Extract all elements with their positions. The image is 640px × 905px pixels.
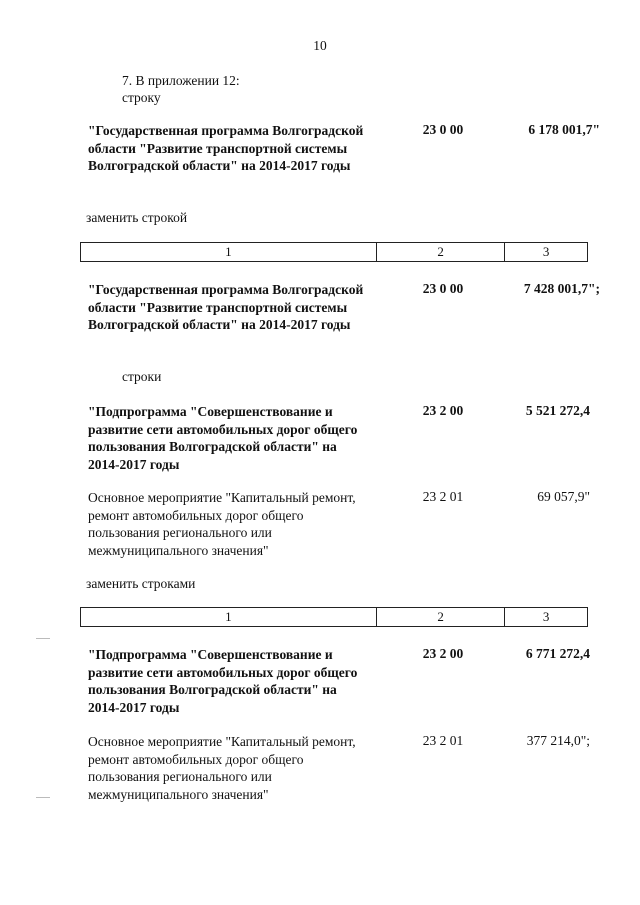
table-header <box>80 242 588 262</box>
new-subprogram-amount: 6 771 272,4 <box>525 646 590 661</box>
header-cell-2: 2 <box>377 608 506 626</box>
new-program-amount: 7 428 001,7"; <box>523 281 600 296</box>
old-event-amount: 69 057,9" <box>537 489 590 504</box>
old-subprogram-code: 23 2 00 <box>422 403 464 418</box>
replace-row-label: заменить строкой <box>86 210 188 225</box>
old-event-code: 23 2 01 <box>422 489 464 504</box>
new-subprogram-code: 23 2 00 <box>422 646 464 661</box>
replace-rows-label: заменить строками <box>86 576 196 591</box>
new-event-amount: 377 214,0"; <box>526 733 590 748</box>
old-program-name: "Государственная программа Волгоградской области "Развитие транспортной системы Волгоградской области" на 2014-2017 годы <box>88 123 364 174</box>
intro-line-2: строку <box>122 90 161 105</box>
old-event-name: Основное мероприятие "Капитальный ремонт, ремонт автомобильных дорог общего пользования регионального или межмуниципального значения" <box>88 490 356 558</box>
header-cell-3: 3 <box>542 244 550 259</box>
header-cell-3: 3 <box>542 609 550 624</box>
new-program-code: 23 0 00 <box>422 281 464 296</box>
new-event-name: Основное мероприятие "Капитальный ремонт, ремонт автомобильных дорог общего пользования регионального или межмуниципального значения" <box>88 734 356 802</box>
rows-label: строки <box>122 369 162 384</box>
page-number: 10 <box>313 38 327 53</box>
margin-mark <box>36 638 50 639</box>
new-program-name: "Государственная программа Волгоградской области "Развитие транспортной системы Волгоградской области" на 2014-2017 годы <box>88 282 364 333</box>
table-header <box>80 607 588 627</box>
old-program-amount: 6 178 001,7" <box>528 122 600 137</box>
header-cell-2: 2 <box>377 243 506 261</box>
old-program-code: 23 0 00 <box>422 122 464 137</box>
old-subprogram-amount: 5 521 272,4 <box>525 403 590 418</box>
old-subprogram-name: "Подпрограмма "Совершенствование и развитие сети автомобильных дорог общего пользования Волгоградской области" на 2014-2017 годы <box>88 404 358 472</box>
margin-mark <box>36 797 50 798</box>
new-event-code: 23 2 01 <box>422 733 464 748</box>
header-cell-1: 1 <box>81 243 377 261</box>
new-subprogram-name: "Подпрограмма "Совершенствование и развитие сети автомобильных дорог общего пользования Волгоградской области" на 2014-2017 годы <box>88 647 358 715</box>
header-cell-1: 1 <box>81 608 377 626</box>
intro-line-1: 7. В приложении 12: <box>122 73 240 88</box>
